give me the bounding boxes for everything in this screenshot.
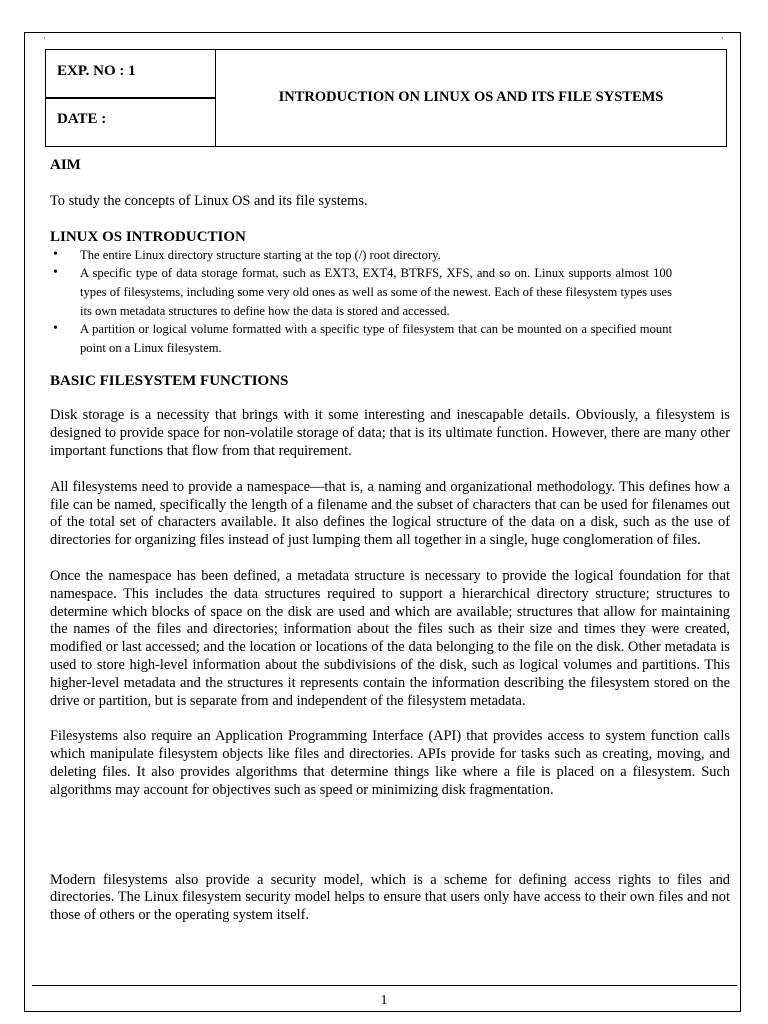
list-item [50,246,672,265]
header-left-column [46,50,216,146]
date-label: DATE : [57,111,107,127]
bullet-text: A specific type of data storage format, such as EXT3, EXT4, BTRFS, XFS, and so on. Linux supports almost 100 types of filesystems, including some very old ones as well as some of the newest. Each of these filesystem types uses its own metadata structures to define how the data is stored and accessed. [80,266,672,318]
functions-paragraph-2: All filesystems need to provide a namespace—that is, a naming and organizational methodology. This defines how a file can be named, specifically the length of a filename and the subset of characters that can be used for filenames out of the total set of characters available. It also defines the logical structure of the data on a disk, such as the use of directories for organizing files instead of just lumping them all together in a single, huge conglomeration of files. [50,478,730,549]
aim-heading: AIM [50,157,81,173]
functions-heading: BASIC FILESYSTEM FUNCTIONS [50,373,289,390]
bullet-text: A partition or logical volume formatted with a specific type of filesystem that can be mounted on a specified mount point on a Linux filesystem. [80,322,672,355]
document-title: INTRODUCTION ON LINUX OS AND ITS FILE SYSTEMS [278,88,664,105]
footer-divider [32,985,737,986]
functions-paragraph-4: Filesystems also require an Application Programming Interface (API) that provides access to system function calls which manipulate filesystem objects like files and directories. APIs provide for tasks such as creating, moving, and deleting files. It also provides algorithms that determine things like where a file is placed on a filesystem. Such algorithms may account for objectives such as speed or minimizing disk fragmentation. [50,728,730,798]
corner-mark-right: · [721,34,724,43]
bullet-text: The entire Linux directory structure starting at the top (/) root directory. [80,247,441,262]
intro-heading: LINUX OS INTRODUCTION [50,228,246,245]
functions-paragraph-5: Modern filesystems also provide a security model, which is a scheme for defining access rights to files and directories. The Linux filesystem security model helps to ensure that users only have access to their own files and not those of others or the operating system itself. [50,871,730,924]
page-number: 1 [380,993,388,1008]
header-table [45,49,727,147]
intro-bullet-list [50,246,672,358]
corner-mark-left: · [43,34,46,43]
bullet-icon: • [53,321,58,337]
bullet-icon: • [53,265,58,281]
document-body [50,156,730,925]
functions-paragraph-3: Once the namespace has been defined, a metadata structure is necessary to provide the logical foundation for that namespace. This includes the data structures required to support a hierarchical directory structure; structures to determine which blocks of space on the disk are used and which are available; structures that allow for maintaining the names of the files and directories; information about the files such as their size and times they were created, modified or last accessed; and the location or locations of the data belonging to the file on the disk. Other metadata is used to store high-level information about the subdivisions of the disk, such as logical volumes and partitions. This higher-level metadata and the structures it represents contain the information describing the filesystem stored on the drive or partition, but is separate from and independent of the filesystem metadata. [50,567,730,709]
functions-paragraph-1: Disk storage is a necessity that brings with it some interesting and inescapable details. Obviously, a filesystem is designed to provide space for non-volatile storage of data; that is its ultimate function. However, there are many other important functions that flow from that requirement. [50,407,730,459]
aim-text: To study the concepts of Linux OS and its file systems. [50,193,368,209]
list-item [50,264,672,320]
date-cell [46,99,215,146]
experiment-number: EXP. NO : 1 [57,63,136,79]
bullet-icon: • [53,246,58,262]
experiment-number-cell [46,50,215,99]
list-item [50,320,672,357]
